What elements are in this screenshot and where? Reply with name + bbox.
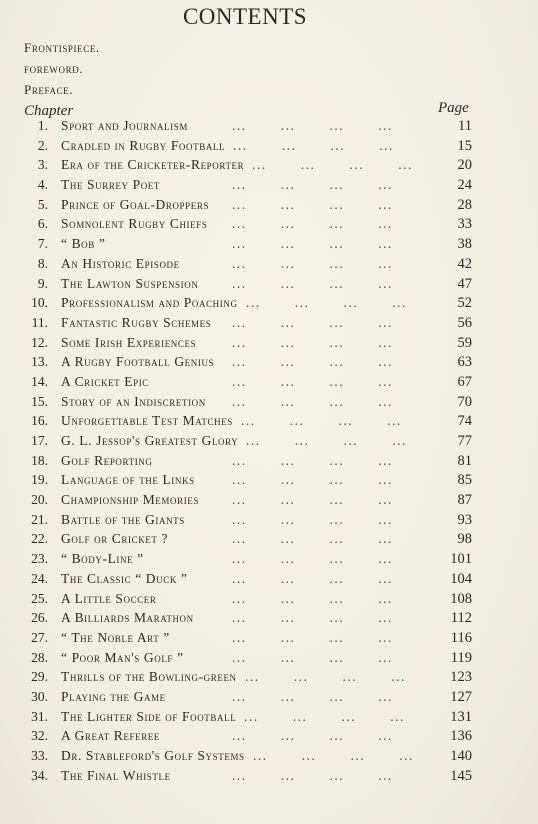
page-number: 63 (457, 354, 472, 371)
toc-entry (0, 138, 538, 158)
toc-entry (0, 453, 538, 473)
chapter-title: The Surrey Poet (61, 177, 161, 193)
page-number: 140 (450, 748, 472, 764)
leader-dots: ... ... ... ... (232, 472, 393, 488)
chapter-title: G. L. Jessop's Greatest Glory (61, 433, 239, 448)
chapter-title: The Lawton Suspension (61, 275, 199, 291)
leader-dots: ... ... ... ... (245, 669, 406, 685)
toc-entry (0, 216, 538, 236)
page-number: 98 (457, 531, 472, 548)
chapter-number: 15. (31, 393, 48, 409)
page-number: 81 (457, 452, 472, 469)
toc-entry (0, 374, 538, 394)
page-number: 112 (450, 610, 472, 627)
chapter-number: 3. (37, 157, 48, 173)
page-number: 123 (450, 669, 472, 686)
page-number: 93 (457, 511, 472, 528)
chapter-number: 31. (31, 708, 48, 724)
leader-dots: ... ... ... ... (232, 373, 393, 389)
chapter-number: 17. (31, 433, 48, 448)
leader-dots: ... ... ... ... (246, 433, 407, 448)
toc-entry (0, 354, 538, 374)
leader-dots: ... ... ... ... (232, 354, 393, 370)
toc-entry (0, 157, 538, 177)
leader-dots: ... ... ... ... (232, 196, 393, 212)
toc-entry (0, 413, 538, 433)
leader-dots: ... ... ... ... (232, 531, 393, 547)
chapter-title: Language of the Links (61, 472, 195, 488)
chapter-number: 33. (31, 748, 48, 763)
page-number: 28 (457, 196, 472, 213)
chapter-number: 5. (37, 196, 48, 212)
front-matter-preface: Preface. (24, 82, 74, 97)
chapter-title: Thrills of the Bowling-green (61, 669, 237, 685)
leader-dots: ... ... ... ... (244, 708, 405, 724)
toc-entry (0, 315, 538, 335)
chapter-number: 14. (31, 373, 48, 389)
leader-dots: ... ... ... ... (232, 393, 393, 409)
chapter-title: Battle of the Giants (61, 511, 185, 527)
page-number: 85 (457, 472, 472, 489)
leader-dots: ... ... ... ... (232, 551, 393, 567)
chapter-title: “ The Noble Art ” (61, 629, 170, 645)
chapter-number: 12. (31, 334, 48, 350)
page-number: 52 (457, 295, 472, 312)
toc-entry (0, 433, 538, 453)
chapter-column-header: Chapter (24, 103, 74, 119)
chapter-number: 11. (31, 314, 48, 330)
toc-entry (0, 256, 538, 276)
chapter-title: Golf Reporting (61, 452, 153, 468)
chapter-number: 9. (37, 275, 48, 291)
chapter-title: Era of the Cricketer-Reporter (61, 157, 245, 173)
leader-dots: ... ... ... ... (232, 610, 393, 626)
page-number: 77 (457, 433, 472, 449)
table-of-contents (0, 118, 538, 787)
chapter-number: 1. (37, 118, 48, 133)
chapter-title: Professionalism and Poaching (61, 295, 238, 311)
chapter-title: Championship Memories (61, 492, 199, 508)
page-number: 136 (450, 728, 472, 745)
page-number: 116 (450, 629, 472, 646)
chapter-title: A Little Soccer (61, 590, 157, 606)
chapter-title: A Great Referee (61, 728, 161, 744)
toc-entry (0, 669, 538, 689)
leader-dots: ... ... ... ... (232, 334, 393, 350)
chapter-number: 25. (31, 590, 48, 606)
chapter-title: The Lighter Side of Football (61, 708, 237, 724)
leader-dots: ... ... ... ... (232, 728, 393, 744)
page-number: 108 (450, 590, 472, 607)
toc-entry (0, 276, 538, 296)
page-number: 67 (457, 373, 472, 390)
chapter-number: 30. (31, 688, 48, 704)
leader-dots: ... ... ... ... (232, 275, 393, 291)
page-title: CONTENTS (182, 4, 308, 29)
leader-dots: ... ... ... ... (232, 255, 393, 271)
chapter-number: 32. (31, 728, 48, 744)
chapter-number: 23. (31, 551, 48, 567)
toc-entry (0, 728, 538, 748)
chapter-title: Story of an Indiscretion (61, 393, 206, 409)
chapter-number: 24. (31, 570, 48, 586)
toc-entry (0, 650, 538, 670)
page-number: 145 (450, 767, 472, 784)
chapter-number: 10. (31, 295, 48, 311)
toc-entry (0, 610, 538, 630)
toc-entry (0, 512, 538, 532)
leader-dots: ... ... ... ... (232, 216, 393, 232)
page-number: 38 (457, 236, 472, 253)
leader-dots: ... ... ... ... (232, 688, 393, 704)
toc-entry (0, 177, 538, 197)
chapter-title: Some Irish Experiences (61, 334, 197, 350)
page-column-header: Page (438, 100, 469, 116)
page-number: 87 (457, 492, 472, 509)
toc-entry (0, 748, 538, 768)
leader-dots: ... ... ... ... (232, 118, 393, 133)
page-number: 47 (457, 275, 472, 292)
chapter-number: 6. (37, 216, 48, 232)
page-number: 119 (450, 649, 472, 666)
chapter-title: Fantastic Rugby Schemes (61, 314, 212, 330)
page-number: 11 (458, 118, 472, 134)
toc-entry (0, 472, 538, 492)
leader-dots: ... ... ... ... (232, 314, 393, 330)
chapter-number: 28. (31, 649, 48, 665)
page-number: 131 (450, 708, 472, 725)
front-matter-foreword: foreword. (24, 61, 84, 76)
toc-entry (0, 591, 538, 611)
leader-dots: ... ... ... ... (232, 649, 393, 665)
chapter-title: A Billiards Marathon (61, 610, 194, 626)
toc-entry (0, 571, 538, 591)
front-matter-frontispiece: Frontispiece. (24, 40, 100, 55)
chapter-title: A Rugby Football Genius (61, 354, 215, 370)
toc-entry (0, 236, 538, 256)
chapter-number: 26. (31, 610, 48, 626)
leader-dots: ... ... ... ... (246, 295, 407, 311)
leader-dots: ... ... ... ... (232, 767, 393, 783)
chapter-number: 21. (31, 511, 48, 527)
toc-entry (0, 531, 538, 551)
leader-dots: ... ... ... ... (232, 452, 393, 468)
page-number: 59 (457, 334, 472, 351)
page-number: 56 (457, 314, 472, 331)
page-number: 104 (450, 570, 472, 587)
toc-entry (0, 709, 538, 729)
leader-dots: ... ... ... ... (252, 157, 413, 173)
chapter-number: 4. (37, 177, 48, 193)
chapter-number: 20. (31, 492, 48, 508)
chapter-number: 18. (31, 452, 48, 468)
chapter-title: A Cricket Epic (61, 373, 149, 389)
chapter-title: “ Body-Line ” (61, 551, 144, 567)
chapter-title: An Historic Episode (61, 255, 180, 271)
chapter-number: 27. (31, 629, 48, 645)
chapter-title: Unforgettable Test Matches (61, 413, 233, 429)
leader-dots: ... ... ... ... (233, 137, 394, 153)
chapter-title: “ Bob ” (61, 236, 106, 252)
chapter-title: Playing the Game (61, 688, 166, 704)
chapter-number: 34. (31, 767, 48, 783)
chapter-title: Golf or Cricket ? (61, 531, 169, 547)
toc-entry (0, 394, 538, 414)
toc-entry (0, 551, 538, 571)
leader-dots: ... ... ... ... (232, 511, 393, 527)
page-number: 74 (457, 413, 472, 430)
chapter-number: 19. (31, 472, 48, 488)
toc-entry (0, 689, 538, 709)
toc-entry (0, 335, 538, 355)
chapter-number: 16. (31, 413, 48, 429)
toc-entry (0, 197, 538, 217)
leader-dots: ... ... ... ... (232, 177, 393, 193)
page-number: 42 (457, 255, 472, 272)
leader-dots: ... ... ... ... (232, 492, 393, 508)
page-number: 70 (457, 393, 472, 410)
chapter-number: 8. (37, 255, 48, 271)
chapter-number: 22. (31, 531, 48, 547)
chapter-number: 7. (37, 236, 48, 252)
chapter-title: Cradled in Rugby Football (61, 137, 226, 153)
chapter-title: The Final Whistle (61, 767, 171, 783)
chapter-title: Somnolent Rugby Chiefs (61, 216, 208, 232)
leader-dots: ... ... ... ... (232, 590, 393, 606)
chapter-number: 29. (31, 669, 48, 685)
chapter-title: Prince of Goal-Droppers (61, 196, 210, 212)
leader-dots: ... ... ... ... (253, 748, 414, 763)
toc-entry (0, 492, 538, 512)
chapter-title: The Classic “ Duck ” (61, 570, 188, 586)
chapter-title: “ Poor Man's Golf ” (61, 649, 184, 665)
chapter-number: 13. (31, 354, 48, 370)
leader-dots: ... ... ... ... (232, 570, 393, 586)
page-number: 33 (457, 216, 472, 233)
page-number: 101 (450, 551, 472, 568)
toc-entry (0, 630, 538, 650)
toc-entry (0, 768, 538, 788)
leader-dots: ... ... ... ... (232, 236, 393, 252)
toc-entry (0, 118, 538, 138)
page-number: 127 (450, 688, 472, 705)
page-number: 15 (457, 137, 472, 154)
leader-dots: ... ... ... ... (232, 629, 393, 645)
page-number: 24 (457, 177, 472, 194)
leader-dots: ... ... ... ... (241, 413, 402, 429)
toc-entry (0, 295, 538, 315)
chapter-number: 2. (37, 137, 48, 153)
page-number: 20 (457, 157, 472, 174)
chapter-title: Dr. Stableford's Golf Systems (61, 748, 245, 763)
chapter-title: Sport and Journalism (61, 118, 188, 133)
